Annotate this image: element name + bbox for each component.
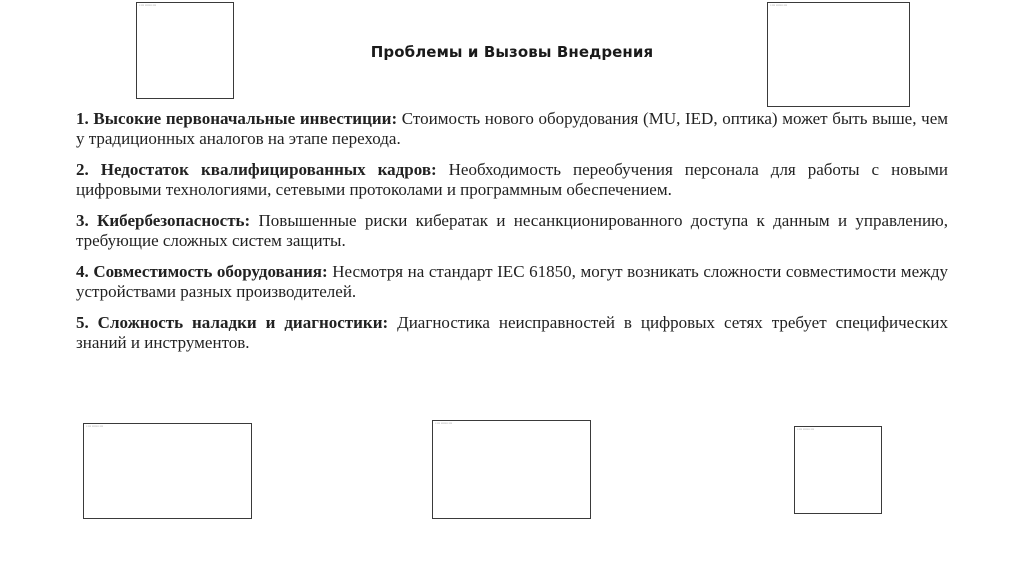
image-placeholder-icon: ▫ ▫▫▫▫ ▫▫▫▫▫▫▫▫ ▫▫▫▫: [435, 422, 453, 425]
image-placeholder-bottom-center: [432, 420, 591, 519]
item-heading: 5. Сложность наладки и диагностики:: [76, 313, 389, 332]
issues-list: [76, 109, 948, 364]
image-placeholder-icon: ▫ ▫▫▫▫ ▫▫▫▫▫▫▫▫ ▫▫▫▫: [86, 425, 104, 428]
image-placeholder-bottom-left: [83, 423, 252, 519]
list-item: [76, 211, 948, 251]
list-item: [76, 109, 948, 149]
list-item: [76, 160, 948, 200]
item-heading: 4. Совместимость оборудования:: [76, 262, 328, 281]
image-placeholder-icon: ▫ ▫▫▫▫ ▫▫▫▫▫▫▫▫ ▫▫▫▫: [797, 428, 815, 431]
item-text: Диагностика неисправностей в цифровых сетях требует специфических знаний и инструментов.: [76, 313, 948, 352]
item-text: Повышенные риски кибератак и несанкционированного доступа к данным и управлению, требующие сложных систем защиты.: [76, 211, 948, 250]
slide-title: Проблемы и Вызовы Внедрения: [370, 43, 654, 61]
item-text: Стоимость нового оборудования (MU, IED, оптика) может быть выше, чем у традиционных аналогов на этапе перехода.: [76, 109, 948, 148]
item-text: Несмотря на стандарт IEC 61850, могут возникать сложности совместимости между устройствами разных производителей.: [76, 262, 949, 301]
image-placeholder-icon: ▫ ▫▫▫▫ ▫▫▫▫▫▫▫▫ ▫▫▫▫: [139, 4, 157, 7]
item-heading: 2. Недостаток квалифицированных кадров:: [76, 160, 437, 179]
item-heading: 3. Кибербезопасность:: [76, 211, 251, 230]
image-placeholder-bottom-right: [794, 426, 882, 514]
image-placeholder-icon: ▫ ▫▫▫▫ ▫▫▫▫▫▫▫▫ ▫▫▫▫: [770, 4, 788, 7]
item-text: Необходимость переобучения персонала для работы с новыми цифровыми технологиями, сетевыми протоколами и программным обеспечением.: [76, 160, 948, 199]
item-heading: 1. Высокие первоначальные инвестиции:: [76, 109, 398, 128]
list-item: [76, 262, 948, 302]
list-item: [76, 313, 948, 353]
